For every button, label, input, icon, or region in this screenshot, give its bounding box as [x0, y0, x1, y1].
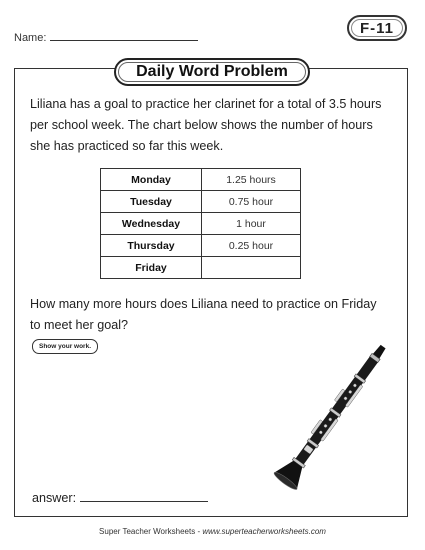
table-row	[101, 191, 301, 213]
hours-cell-blank[interactable]	[202, 257, 301, 279]
hours-cell: 1 hour	[202, 213, 301, 235]
hours-cell: 0.75 hour	[202, 191, 301, 213]
answer-line[interactable]	[80, 489, 208, 502]
page-title: Daily Word Problem	[136, 63, 288, 80]
footer-publisher: Super Teacher Worksheets -	[99, 527, 203, 536]
worksheet-code-badge	[347, 15, 407, 41]
name-line[interactable]	[50, 30, 198, 41]
table-row	[101, 257, 301, 279]
answer-field[interactable]	[32, 489, 208, 505]
day-cell: Thursday	[101, 235, 202, 257]
worksheet-code: F-11	[359, 19, 394, 37]
name-field[interactable]	[14, 30, 198, 44]
hours-cell: 0.25 hour	[202, 235, 301, 257]
show-your-work-label: Show your work.	[32, 339, 98, 354]
question-text: How many more hours does Liliana need to practice on Friday to meet her goal?	[30, 297, 377, 332]
footer	[0, 527, 425, 536]
answer-label: answer:	[32, 491, 77, 505]
clarinet-icon	[268, 328, 396, 506]
table-row	[101, 235, 301, 257]
day-cell: Tuesday	[101, 191, 202, 213]
hours-cell: 1.25 hours	[202, 169, 301, 191]
day-cell: Monday	[101, 169, 202, 191]
practice-hours-table	[100, 168, 301, 279]
day-cell: Friday	[101, 257, 202, 279]
footer-url[interactable]: www.superteacherworksheets.com	[202, 527, 326, 536]
day-cell: Wednesday	[101, 213, 202, 235]
problem-text: Liliana has a goal to practice her clarinet for a total of 3.5 hours per school week. The chart below shows the number of hours she has practiced so far this week.	[30, 97, 382, 153]
name-label: Name:	[14, 32, 47, 44]
table-row	[101, 213, 301, 235]
title-banner	[114, 58, 310, 86]
table-row	[101, 169, 301, 191]
